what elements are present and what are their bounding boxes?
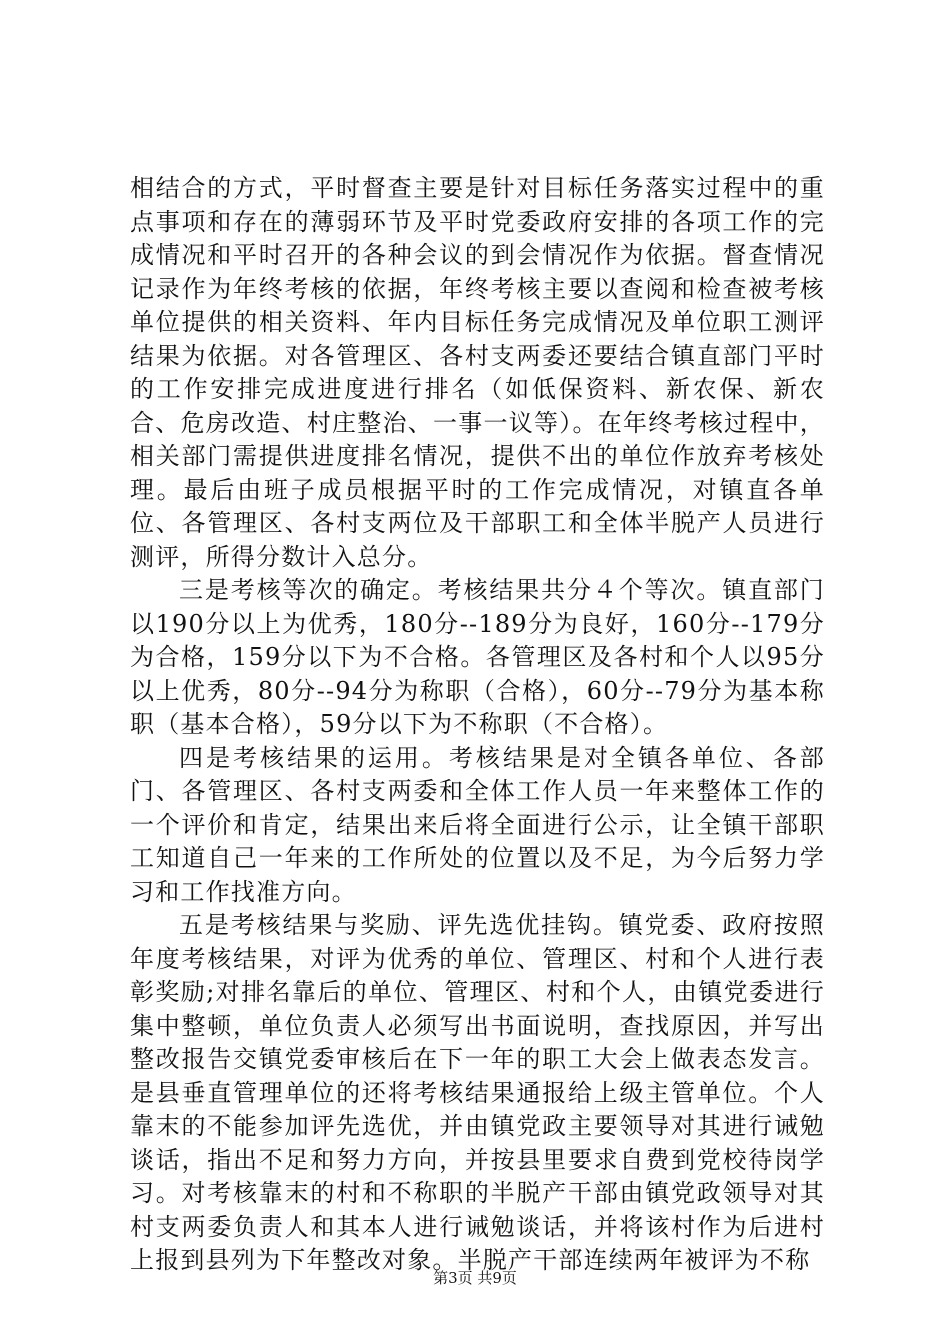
body-text [130, 172, 825, 1278]
page-footer: 第3页 共9页 [433, 1269, 517, 1287]
paragraph-grading-levels: 三是考核等次的确定。考核结果共分４个等次。镇直部门以190分以上为优秀，180分--189分为良好，160分--179分为合格，159分以下为不合格。各管理区及各村和个人以95分以上优秀，80分--94分为称职（合格），60分--79分为基本称职（基本合格），59分以下为不称职（不合格）。 [130, 576, 825, 738]
paragraph-result-usage: 四是考核结果的运用。考核结果是对全镇各单位、各部门、各管理区、各村支两委和全体工作人员一年来整体工作的一个评价和肯定，结果出来后将全面进行公示，让全镇干部职工知道自己一年来的工作所处的位置以及不足，为今后努力学习和工作找准方向。 [130, 743, 825, 906]
paragraph-rewards-linkage: 五是考核结果与奖励、评先选优挂钩。镇党委、政府按照年度考核结果，对评为优秀的单位、管理区、村和个人进行表彰奖励;对排名靠后的单位、管理区、村和个人，由镇党委进行集中整顿，单位负责人必须写出书面说明，查找原因，并写出整改报告交镇党委审核后在下一年的职工大会上做表态发言。是县垂直管理单位的还将考核结果通报给上级主管单位。个人靠末的不能参加评先选优，并由镇党政主要领导对其进行诫勉谈话，指出不足和努力方向，并按县里要求自费到党校待岗学习。对考核靠末的村和不称职的半脱产干部由镇党政领导对其村支两委负责人和其本人进行诫勉谈话，并将该村作为后进村上报到县列为下年整改对象。半脱产干部连续两年被评为不称 [130, 911, 825, 1274]
paragraph-continued: 相结合的方式，平时督查主要是针对目标任务落实过程中的重点事项和存在的薄弱环节及平时党委政府安排的各项工作的完成情况和平时召开的各种会议的到会情况作为依据。督查情况记录作为年终考核的依据，年终考核主要以查阅和检查被考核单位提供的相关资料、年内目标任务完成情况及单位职工测评结果为依据。对各管理区、各村支两委还要结合镇直部门平时的工作安排完成进度进行排名（如低保资料、新农保、新农合、危房改造、村庄整治、一事一议等）。在年终考核过程中，相关部门需提供进度排名情况，提供不出的单位作放弃考核处理。最后由班子成员根据平时的工作完成情况，对镇直各单位、各管理区、各村支两位及干部职工和全体半脱产人员进行测评，所得分数计入总分。 [130, 174, 825, 571]
